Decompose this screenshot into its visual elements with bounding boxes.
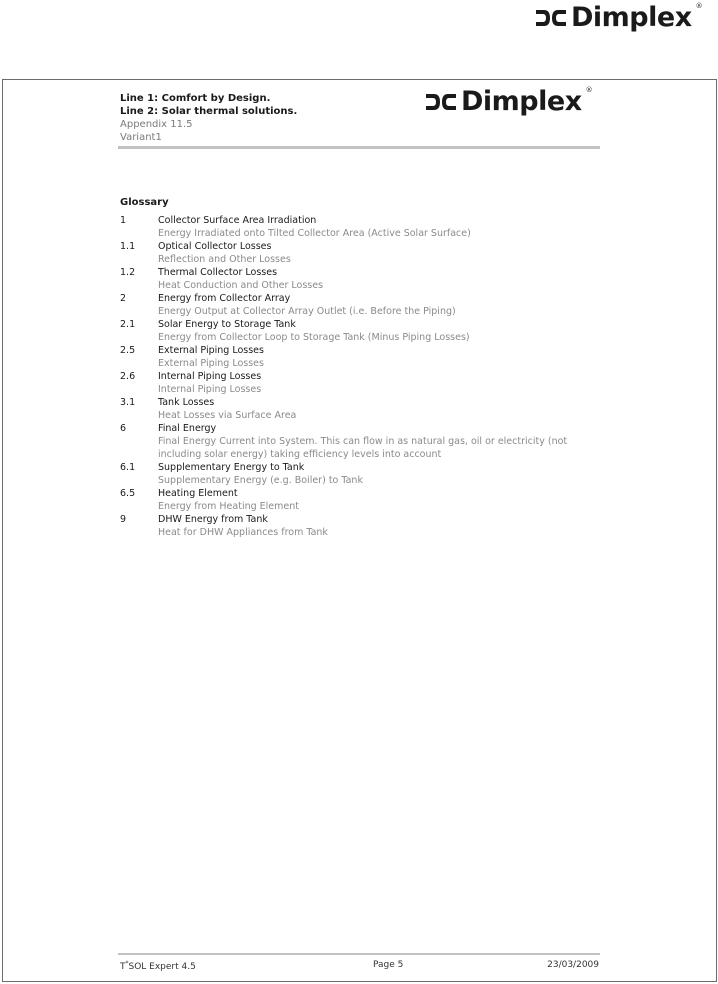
glossary-number: 6.1: [120, 462, 136, 473]
glossary-description: Heat for DHW Appliances from Tank: [158, 527, 328, 538]
glossary-entry: [120, 240, 590, 266]
glossary-term: External Piping Losses: [158, 345, 264, 356]
glossary-description: Heat Conduction and Other Losses: [158, 280, 324, 291]
header-appendix: Appendix 11.5: [120, 119, 193, 130]
dimplex-mark-icon: [534, 7, 568, 29]
glossary-term: Optical Collector Losses: [158, 241, 272, 252]
glossary-entry: [120, 292, 590, 318]
software-superscript: *: [125, 960, 129, 967]
glossary-number: 3.1: [120, 397, 136, 408]
glossary-entry: [120, 344, 590, 370]
glossary-entry: [120, 422, 590, 461]
glossary-term: Collector Surface Area Irradiation: [158, 215, 317, 226]
glossary-description: Energy from Heating Element: [158, 501, 299, 512]
glossary-number: 6.5: [120, 488, 136, 499]
header-divider: [118, 146, 600, 149]
header-variant: Variant1: [120, 132, 162, 143]
dimplex-logo-top: [534, 2, 702, 33]
dimplex-wordmark: Dimplex: [571, 2, 692, 33]
glossary-entry: [120, 370, 590, 396]
glossary-description: Energy Irradiated onto Tilted Collector Area (Active Solar Surface): [158, 228, 471, 239]
glossary-term: Supplementary Energy to Tank: [158, 462, 305, 473]
glossary-number: 1.2: [120, 267, 136, 278]
registered-mark: ®: [585, 86, 593, 94]
glossary-entry: [120, 266, 590, 292]
header-line-1: Line 1: Comfort by Design.: [120, 93, 271, 104]
dimplex-logo-header: [424, 86, 592, 117]
glossary-number: 9: [120, 514, 127, 525]
glossary-entry: [120, 214, 590, 240]
glossary-description: Reflection and Other Losses: [158, 254, 291, 265]
glossary-number: 2: [120, 293, 127, 304]
glossary-description: Energy from Collector Loop to Storage Tank (Minus Piping Losses): [158, 332, 470, 343]
glossary-number: 2.6: [120, 371, 136, 382]
glossary-term: Heating Element: [158, 488, 238, 499]
glossary-number: 1: [120, 215, 127, 226]
glossary-term: Tank Losses: [158, 397, 215, 408]
glossary-description: Energy Output at Collector Array Outlet (i.e. Before the Piping): [158, 306, 456, 317]
header-line-2: Line 2: Solar thermal solutions.: [120, 106, 298, 117]
glossary-description: Internal Piping Losses: [158, 384, 262, 395]
footer-software: [120, 960, 196, 972]
glossary-list: [120, 214, 590, 539]
footer-page-number: Page 5: [373, 960, 404, 970]
registered-mark: ®: [695, 2, 703, 10]
footer-date: 23/03/2009: [547, 960, 599, 970]
footer-divider: [118, 953, 600, 955]
glossary-term: Energy from Collector Array: [158, 293, 291, 304]
glossary-entry: [120, 513, 590, 539]
glossary-title: Glossary: [120, 197, 169, 208]
glossary-description: Heat Losses via Surface Area: [158, 410, 297, 421]
glossary-entry: [120, 461, 590, 487]
dimplex-mark-icon: [424, 91, 458, 113]
dimplex-wordmark: Dimplex: [461, 86, 582, 117]
software-prefix: T: [120, 962, 126, 972]
glossary-term: Final Energy: [158, 423, 217, 434]
glossary-description: Final Energy Current into System. This can flow in as natural gas, oil or electricity (not including solar energy) taking efficiency levels into account: [158, 436, 568, 460]
glossary-term: Solar Energy to Storage Tank: [158, 319, 296, 330]
glossary-entry: [120, 487, 590, 513]
glossary-description: Supplementary Energy (e.g. Boiler) to Tank: [158, 475, 363, 486]
glossary-term: Internal Piping Losses: [158, 371, 262, 382]
glossary-number: 1.1: [120, 241, 136, 252]
glossary-number: 2.1: [120, 319, 136, 330]
glossary-entry: [120, 396, 590, 422]
glossary-term: Thermal Collector Losses: [158, 267, 278, 278]
glossary-entry: [120, 318, 590, 344]
glossary-number: 2.5: [120, 345, 136, 356]
software-suffix: SOL Expert 4.5: [128, 962, 196, 972]
glossary-term: DHW Energy from Tank: [158, 514, 268, 525]
glossary-number: 6: [120, 423, 127, 434]
glossary-description: External Piping Losses: [158, 358, 264, 369]
